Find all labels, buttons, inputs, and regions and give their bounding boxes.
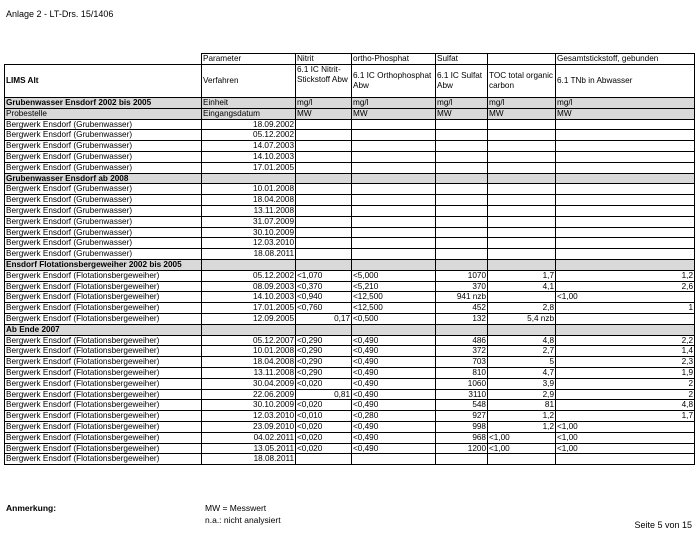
sample-date: 30.04.2009 xyxy=(202,378,296,389)
sample-date: 05.12.2002 xyxy=(202,270,296,281)
value-cell xyxy=(436,249,488,260)
value-cell xyxy=(436,216,488,227)
sample-date: 18.08.2011 xyxy=(202,249,296,260)
value-cell xyxy=(488,205,556,216)
section-blank-cell xyxy=(202,324,296,335)
section-title: Grubenwasser Ensdorf 2002 bis 2005 xyxy=(5,98,202,109)
sample-name: Bergwerk Ensdorf (Grubenwasser) xyxy=(5,216,202,227)
sample-name: Bergwerk Ensdorf (Flotationsbergeweiher) xyxy=(5,454,202,465)
value-cell: <0,020 xyxy=(296,421,352,432)
value-cell: <1,00 xyxy=(488,443,556,454)
sample-date: 04.02.2011 xyxy=(202,432,296,443)
value-cell: 4,7 xyxy=(488,367,556,378)
value-cell: <0,490 xyxy=(352,335,436,346)
sample-name: Bergwerk Ensdorf (Grubenwasser) xyxy=(5,205,202,216)
section-blank-cell xyxy=(296,324,352,335)
value-cell: 1,9 xyxy=(556,367,695,378)
sample-name: Bergwerk Ensdorf (Flotationsbergeweiher) xyxy=(5,346,202,357)
unit-cell: mg/l xyxy=(352,98,436,109)
value-cell: <0,490 xyxy=(352,378,436,389)
value-cell: 5 xyxy=(488,357,556,368)
value-cell: <0,290 xyxy=(296,346,352,357)
table-row xyxy=(5,454,695,465)
sample-name: Bergwerk Ensdorf (Flotationsbergeweiher) xyxy=(5,411,202,422)
probestelle-cell: MW xyxy=(556,108,695,119)
col-sulfat-verfahren: 6.1 IC Sulfat Abw xyxy=(436,65,488,98)
value-cell xyxy=(556,151,695,162)
sample-date: 18.08.2011 xyxy=(202,454,296,465)
table-row xyxy=(5,357,695,368)
value-cell: 941 nzb xyxy=(436,292,488,303)
value-cell: 2 xyxy=(556,389,695,400)
value-cell xyxy=(296,216,352,227)
section-blank-cell xyxy=(352,259,436,270)
section-title: Grubenwasser Ensdorf ab 2008 xyxy=(5,173,202,184)
value-cell xyxy=(488,184,556,195)
value-cell xyxy=(352,184,436,195)
value-cell xyxy=(296,195,352,206)
value-cell: 452 xyxy=(436,303,488,314)
value-cell xyxy=(556,130,695,141)
value-cell xyxy=(352,162,436,173)
sample-date: 18.04.2008 xyxy=(202,195,296,206)
value-cell: 1,4 xyxy=(556,346,695,357)
unit-cell: mg/l xyxy=(436,98,488,109)
value-cell xyxy=(352,238,436,249)
section-blank-cell xyxy=(488,259,556,270)
value-cell: 0,17 xyxy=(296,313,352,324)
value-cell xyxy=(488,119,556,130)
value-cell: <0,370 xyxy=(296,281,352,292)
probestelle-cell: MW xyxy=(436,108,488,119)
sample-name: Bergwerk Ensdorf (Flotationsbergeweiher) xyxy=(5,378,202,389)
sample-name: Bergwerk Ensdorf (Grubenwasser) xyxy=(5,227,202,238)
section-title: Ab Ende 2007 xyxy=(5,324,202,335)
sample-date: 30.10.2009 xyxy=(202,227,296,238)
value-cell xyxy=(296,184,352,195)
value-cell xyxy=(296,130,352,141)
blank-cell xyxy=(5,54,202,65)
sample-date: 17.01.2005 xyxy=(202,303,296,314)
value-cell: 998 xyxy=(436,421,488,432)
sample-name: Bergwerk Ensdorf (Grubenwasser) xyxy=(5,249,202,260)
value-cell xyxy=(436,227,488,238)
value-cell: <0,490 xyxy=(352,443,436,454)
sample-date: 08.09.2003 xyxy=(202,281,296,292)
value-cell xyxy=(352,227,436,238)
value-cell: 132 xyxy=(436,313,488,324)
sample-name: Bergwerk Ensdorf (Flotationsbergeweiher) xyxy=(5,313,202,324)
value-cell xyxy=(488,151,556,162)
value-cell xyxy=(488,454,556,465)
sample-date: 05.12.2007 xyxy=(202,335,296,346)
table-row xyxy=(5,313,695,324)
table-row xyxy=(5,281,695,292)
section-blank-cell xyxy=(352,324,436,335)
sample-name: Bergwerk Ensdorf (Grubenwasser) xyxy=(5,162,202,173)
sample-name: Bergwerk Ensdorf (Flotationsbergeweiher) xyxy=(5,292,202,303)
table-row xyxy=(5,151,695,162)
section-blank-cell xyxy=(296,173,352,184)
section-blank-cell xyxy=(556,259,695,270)
value-cell: 927 xyxy=(436,411,488,422)
value-cell: 2,3 xyxy=(556,357,695,368)
note-messwert: MW = Messwert xyxy=(205,503,267,513)
section-blank-cell xyxy=(436,259,488,270)
section-blank-cell xyxy=(436,324,488,335)
value-cell: <0,290 xyxy=(296,335,352,346)
value-cell: <5,000 xyxy=(352,270,436,281)
value-cell: 2 xyxy=(556,378,695,389)
value-cell xyxy=(436,195,488,206)
table-row xyxy=(5,432,695,443)
table-row xyxy=(5,335,695,346)
table-row xyxy=(5,400,695,411)
col-tnb-verfahren: 6.1 TNb in Abwasser xyxy=(556,65,695,98)
document-header: Anlage 2 - LT-Drs. 15/1406 xyxy=(6,9,114,19)
value-cell xyxy=(488,141,556,152)
value-cell xyxy=(436,119,488,130)
value-cell: 703 xyxy=(436,357,488,368)
value-cell: 968 xyxy=(436,432,488,443)
value-cell xyxy=(436,205,488,216)
value-cell xyxy=(352,141,436,152)
section-blank-cell xyxy=(436,173,488,184)
sample-date: 05.12.2002 xyxy=(202,130,296,141)
value-cell xyxy=(436,454,488,465)
value-cell: <1,00 xyxy=(556,443,695,454)
value-cell: <0,290 xyxy=(296,357,352,368)
section-title: Ensdorf Flotationsbergeweiher 2002 bis 2005 xyxy=(5,259,202,270)
sample-date: 30.10.2009 xyxy=(202,400,296,411)
value-cell xyxy=(556,184,695,195)
table-row xyxy=(5,238,695,249)
value-cell: <5,210 xyxy=(352,281,436,292)
sample-name: Bergwerk Ensdorf (Flotationsbergeweiher) xyxy=(5,367,202,378)
section-blank-cell xyxy=(556,173,695,184)
value-cell: 1,2 xyxy=(488,421,556,432)
section-blank-cell xyxy=(296,259,352,270)
value-cell xyxy=(436,238,488,249)
value-cell xyxy=(352,454,436,465)
value-cell: <0,940 xyxy=(296,292,352,303)
value-cell: <0,020 xyxy=(296,378,352,389)
value-cell: <0,490 xyxy=(352,367,436,378)
value-cell: <0,490 xyxy=(352,346,436,357)
sample-name: Bergwerk Ensdorf (Grubenwasser) xyxy=(5,119,202,130)
value-cell xyxy=(296,205,352,216)
probestelle-cell: MW xyxy=(352,108,436,119)
sample-name: Bergwerk Ensdorf (Grubenwasser) xyxy=(5,195,202,206)
sample-name: Bergwerk Ensdorf (Flotationsbergeweiher) xyxy=(5,335,202,346)
sample-name: Bergwerk Ensdorf (Flotationsbergeweiher) xyxy=(5,270,202,281)
value-cell: <0,490 xyxy=(352,432,436,443)
value-cell: <1,00 xyxy=(556,432,695,443)
value-cell: 4,1 xyxy=(488,281,556,292)
table-row xyxy=(5,162,695,173)
value-cell xyxy=(556,162,695,173)
sample-date: 31.07.2009 xyxy=(202,216,296,227)
sample-date: 12.03.2010 xyxy=(202,411,296,422)
value-cell: 4,8 xyxy=(556,400,695,411)
value-cell xyxy=(296,151,352,162)
value-cell: 81 xyxy=(488,400,556,411)
value-cell: <1,00 xyxy=(556,292,695,303)
table-row xyxy=(5,119,695,130)
value-cell: 810 xyxy=(436,367,488,378)
value-cell xyxy=(556,313,695,324)
value-cell xyxy=(556,216,695,227)
note-nicht-analysiert: n.a.: nicht analysiert xyxy=(205,515,281,525)
value-cell xyxy=(436,130,488,141)
value-cell: <12,500 xyxy=(352,303,436,314)
sample-name: Bergwerk Ensdorf (Flotationsbergeweiher) xyxy=(5,357,202,368)
value-cell: 3,9 xyxy=(488,378,556,389)
unit-cell: mg/l xyxy=(488,98,556,109)
sample-date: 13.11.2008 xyxy=(202,367,296,378)
parameter-label: Parameter xyxy=(202,54,296,65)
value-cell xyxy=(296,162,352,173)
value-cell: 1,2 xyxy=(556,270,695,281)
value-cell xyxy=(556,141,695,152)
value-cell: <0,500 xyxy=(352,313,436,324)
section-blank-cell xyxy=(556,324,695,335)
value-cell: <0,760 xyxy=(296,303,352,314)
table-row xyxy=(5,141,695,152)
sample-name: Bergwerk Ensdorf (Flotationsbergeweiher) xyxy=(5,421,202,432)
value-cell xyxy=(488,292,556,303)
value-cell xyxy=(352,249,436,260)
section-blank-cell xyxy=(352,173,436,184)
col-phosphat-verfahren: 6.1 IC Orthophosphat Abw xyxy=(352,65,436,98)
table-row xyxy=(5,270,695,281)
value-cell xyxy=(556,205,695,216)
sample-date: 14.10.2003 xyxy=(202,151,296,162)
sample-name: Bergwerk Ensdorf (Flotationsbergeweiher) xyxy=(5,443,202,454)
value-cell: <0,020 xyxy=(296,400,352,411)
value-cell xyxy=(488,238,556,249)
table-row xyxy=(5,249,695,260)
table-row xyxy=(5,378,695,389)
value-cell xyxy=(352,130,436,141)
value-cell: 486 xyxy=(436,335,488,346)
value-cell: <0,490 xyxy=(352,357,436,368)
value-cell: 548 xyxy=(436,400,488,411)
value-cell xyxy=(488,130,556,141)
col-phosphat-parameter: ortho-Phosphat xyxy=(352,54,436,65)
lims-label: LIMS Alt xyxy=(5,65,202,98)
value-cell xyxy=(556,454,695,465)
value-cell: 1 xyxy=(556,303,695,314)
value-cell: <0,020 xyxy=(296,432,352,443)
table-row xyxy=(5,130,695,141)
value-cell xyxy=(436,151,488,162)
sample-name: Bergwerk Ensdorf (Flotationsbergeweiher) xyxy=(5,400,202,411)
probestelle-cell: MW xyxy=(296,108,352,119)
results-table xyxy=(4,53,695,465)
value-cell xyxy=(488,249,556,260)
value-cell: 0,81 xyxy=(296,389,352,400)
value-cell xyxy=(436,141,488,152)
value-cell xyxy=(296,227,352,238)
value-cell xyxy=(352,119,436,130)
sample-date: 13.11.2008 xyxy=(202,205,296,216)
value-cell: 1060 xyxy=(436,378,488,389)
value-cell xyxy=(556,238,695,249)
sample-name: Bergwerk Ensdorf (Grubenwasser) xyxy=(5,238,202,249)
value-cell: 1,2 xyxy=(488,411,556,422)
sample-date: 14.10.2003 xyxy=(202,292,296,303)
sample-name: Bergwerk Ensdorf (Grubenwasser) xyxy=(5,130,202,141)
value-cell: 2,7 xyxy=(488,346,556,357)
value-cell xyxy=(296,238,352,249)
value-cell xyxy=(296,454,352,465)
einheit-label: Einheit xyxy=(202,98,296,109)
value-cell xyxy=(352,205,436,216)
value-cell: 3110 xyxy=(436,389,488,400)
eingangsdatum-label: Eingangsdatum xyxy=(202,108,296,119)
value-cell: 5,4 nzb xyxy=(488,313,556,324)
sample-date: 13.05.2011 xyxy=(202,443,296,454)
sample-date: 18.04.2008 xyxy=(202,357,296,368)
table-row xyxy=(5,346,695,357)
sample-name: Bergwerk Ensdorf (Flotationsbergeweiher) xyxy=(5,281,202,292)
value-cell: <0,490 xyxy=(352,421,436,432)
value-cell xyxy=(556,227,695,238)
table-row xyxy=(5,389,695,400)
sample-date: 14.07.2003 xyxy=(202,141,296,152)
unit-cell: mg/l xyxy=(556,98,695,109)
value-cell: 2,9 xyxy=(488,389,556,400)
value-cell xyxy=(352,151,436,162)
table-row xyxy=(5,292,695,303)
value-cell xyxy=(436,184,488,195)
sample-name: Bergwerk Ensdorf (Flotationsbergeweiher) xyxy=(5,432,202,443)
value-cell xyxy=(556,195,695,206)
sample-date: 18.09.2002 xyxy=(202,119,296,130)
value-cell xyxy=(352,195,436,206)
sample-name: Bergwerk Ensdorf (Flotationsbergeweiher) xyxy=(5,389,202,400)
table-row xyxy=(5,205,695,216)
sample-date: 10.01.2008 xyxy=(202,346,296,357)
value-cell xyxy=(488,216,556,227)
verfahren-label: Verfahren xyxy=(202,65,296,98)
anmerkung-label: Anmerkung: xyxy=(6,503,57,513)
table-row xyxy=(5,303,695,314)
unit-cell: mg/l xyxy=(296,98,352,109)
value-cell: 2,2 xyxy=(556,335,695,346)
value-cell xyxy=(556,249,695,260)
value-cell: <0,490 xyxy=(352,400,436,411)
sample-name: Bergwerk Ensdorf (Grubenwasser) xyxy=(5,141,202,152)
section-blank-cell xyxy=(202,259,296,270)
value-cell xyxy=(556,119,695,130)
value-cell: 1200 xyxy=(436,443,488,454)
col-toc-verfahren: TOC total organic carbon xyxy=(488,65,556,98)
value-cell: <1,00 xyxy=(488,432,556,443)
table-row xyxy=(5,227,695,238)
probestelle-cell: MW xyxy=(488,108,556,119)
value-cell xyxy=(488,227,556,238)
table-row xyxy=(5,184,695,195)
value-cell: <1,00 xyxy=(556,421,695,432)
sample-date: 12.03.2010 xyxy=(202,238,296,249)
probestelle-row-label: Probestelle xyxy=(5,108,202,119)
value-cell: 2,8 xyxy=(488,303,556,314)
table-row xyxy=(5,195,695,206)
table-row xyxy=(5,421,695,432)
value-cell xyxy=(436,162,488,173)
value-cell: 372 xyxy=(436,346,488,357)
value-cell: 1,7 xyxy=(556,411,695,422)
value-cell: <0,490 xyxy=(352,389,436,400)
value-cell: <12,500 xyxy=(352,292,436,303)
col-sulfat-parameter: Sulfat xyxy=(436,54,488,65)
value-cell xyxy=(488,162,556,173)
value-cell xyxy=(296,141,352,152)
sample-name: Bergwerk Ensdorf (Flotationsbergeweiher) xyxy=(5,303,202,314)
col-nitrit-verfahren: 6.1 IC Nitrit-Stickstoff Abw xyxy=(296,65,352,98)
value-cell: 1070 xyxy=(436,270,488,281)
value-cell xyxy=(296,249,352,260)
table-row xyxy=(5,443,695,454)
col-tnb-parameter: Gesamtstickstoff, gebunden xyxy=(556,54,695,65)
sample-name: Bergwerk Ensdorf (Grubenwasser) xyxy=(5,151,202,162)
section-blank-cell xyxy=(202,173,296,184)
value-cell: <1,070 xyxy=(296,270,352,281)
page-number: Seite 5 von 15 xyxy=(634,520,692,530)
sample-date: 23.09.2010 xyxy=(202,421,296,432)
section-blank-cell xyxy=(488,173,556,184)
value-cell xyxy=(296,119,352,130)
value-cell: 2,6 xyxy=(556,281,695,292)
table-row xyxy=(5,216,695,227)
value-cell: <0,290 xyxy=(296,367,352,378)
sample-date: 22.06.2009 xyxy=(202,389,296,400)
sample-date: 12.09.2005 xyxy=(202,313,296,324)
sample-date: 10.01.2008 xyxy=(202,184,296,195)
table-row xyxy=(5,411,695,422)
value-cell: <0,280 xyxy=(352,411,436,422)
table-row xyxy=(5,367,695,378)
value-cell xyxy=(352,216,436,227)
col-nitrit-parameter: Nitrit xyxy=(296,54,352,65)
section-blank-cell xyxy=(488,324,556,335)
value-cell: 1,7 xyxy=(488,270,556,281)
value-cell: <0,010 xyxy=(296,411,352,422)
value-cell: <0,020 xyxy=(296,443,352,454)
sample-name: Bergwerk Ensdorf (Grubenwasser) xyxy=(5,184,202,195)
value-cell xyxy=(488,195,556,206)
value-cell: 370 xyxy=(436,281,488,292)
col-toc-parameter xyxy=(488,54,556,65)
value-cell: 4,8 xyxy=(488,335,556,346)
sample-date: 17.01.2005 xyxy=(202,162,296,173)
